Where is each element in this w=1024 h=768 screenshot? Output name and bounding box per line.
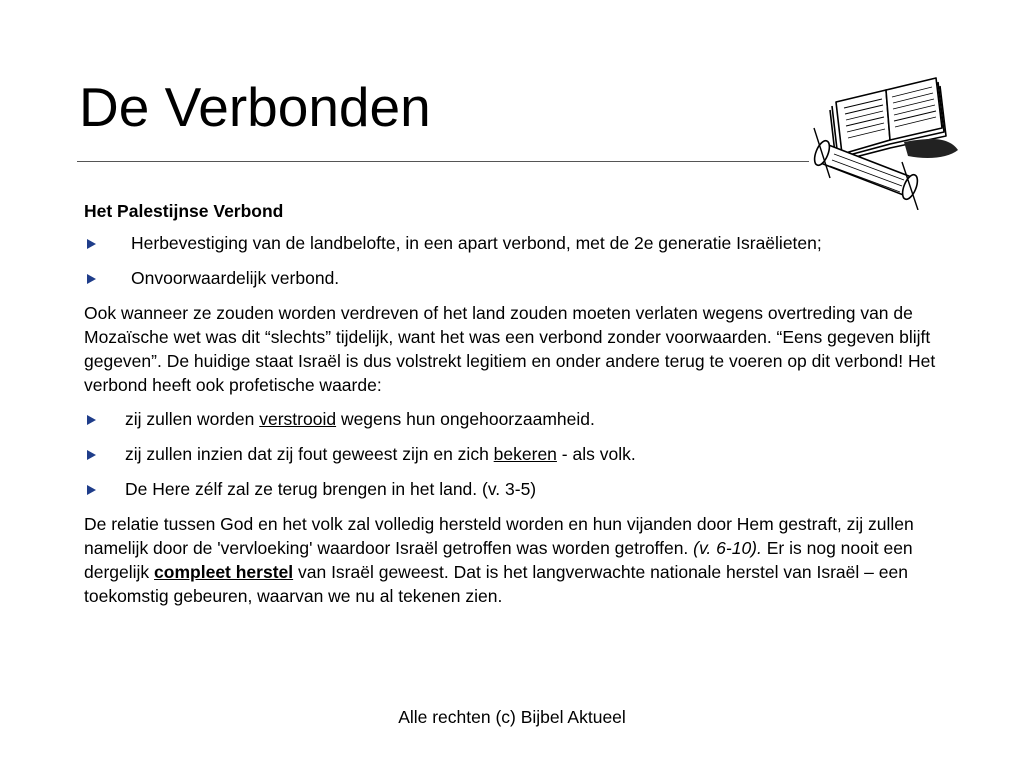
paragraph-2-part-1: De relatie tussen God en het volk zal volledig hersteld worden en hun vijanden door Hem gestraft, zij zullen namelijk door de 'vervloeking' waardoor Israël getroffen was worden getroffen. xyxy=(84,514,914,558)
paragraph-2 xyxy=(84,512,964,608)
bullet-item xyxy=(84,442,964,466)
triangle-bullet-icon xyxy=(87,450,96,460)
footer-copyright: Alle rechten (c) Bijbel Aktueel xyxy=(398,707,626,727)
bullet-item xyxy=(84,266,964,290)
open-bible-and-scroll-icon xyxy=(808,62,964,210)
paragraph-1: Ook wanneer ze zouden worden verdreven of het land zouden moeten verlaten wegens overtreding van de Mozaïsche wet was dit “slechts” tijdelijk, want het was een verbond zonder voorwaarden. “Eens gegeven blijft gegeven”. De huidige staat Israël is dus volstrekt legitiem en onder andere terug te voeren op dit verbond! Het verbond heeft ook profetische waarde: xyxy=(84,303,936,395)
bullet-text-before: zij zullen inzien dat zij fout geweest zijn en zich xyxy=(125,444,494,464)
section-subheading: Het Palestijnse Verbond xyxy=(84,201,284,221)
underlined-term: bekeren xyxy=(493,444,557,464)
bullet-text: Onvoorwaardelijk verbond. xyxy=(131,268,340,288)
underlined-term: verstrooid xyxy=(259,409,337,429)
bullet-text: De Here zélf zal ze terug brengen in het land. (v. 3-5) xyxy=(125,479,537,499)
bullet-text: Herbevestiging van de landbelofte, in een apart verbond, met de 2e generatie Israëlieten; xyxy=(131,233,822,253)
triangle-bullet-icon xyxy=(87,485,96,495)
verse-reference: (v. 6-10). xyxy=(693,538,762,558)
title-divider xyxy=(77,161,809,162)
bullet-item xyxy=(84,231,964,255)
triangle-bullet-icon xyxy=(87,415,96,425)
bullet-text-before: zij zullen worden xyxy=(125,409,260,429)
slide-title: De Verbonden xyxy=(79,76,431,138)
bullet-item xyxy=(84,477,964,501)
emphasized-term: compleet herstel xyxy=(154,562,294,582)
slide-body xyxy=(84,199,964,618)
bullet-item xyxy=(84,407,964,431)
triangle-bullet-icon xyxy=(87,239,96,249)
paragraph-2-part-2: Er is nog nooit een dergelijk xyxy=(84,538,913,582)
triangle-bullet-icon xyxy=(87,274,96,284)
bullet-text-after: wegens hun ongehoorzaamheid. xyxy=(336,409,595,429)
paragraph-2-part-3: van Israël geweest. Dat is het langverwachte nationale herstel van Israël – een toekomstig gebeuren, waarvan we nu al tekenen zien. xyxy=(84,562,908,606)
bullet-text-after: - als volk. xyxy=(556,444,636,464)
